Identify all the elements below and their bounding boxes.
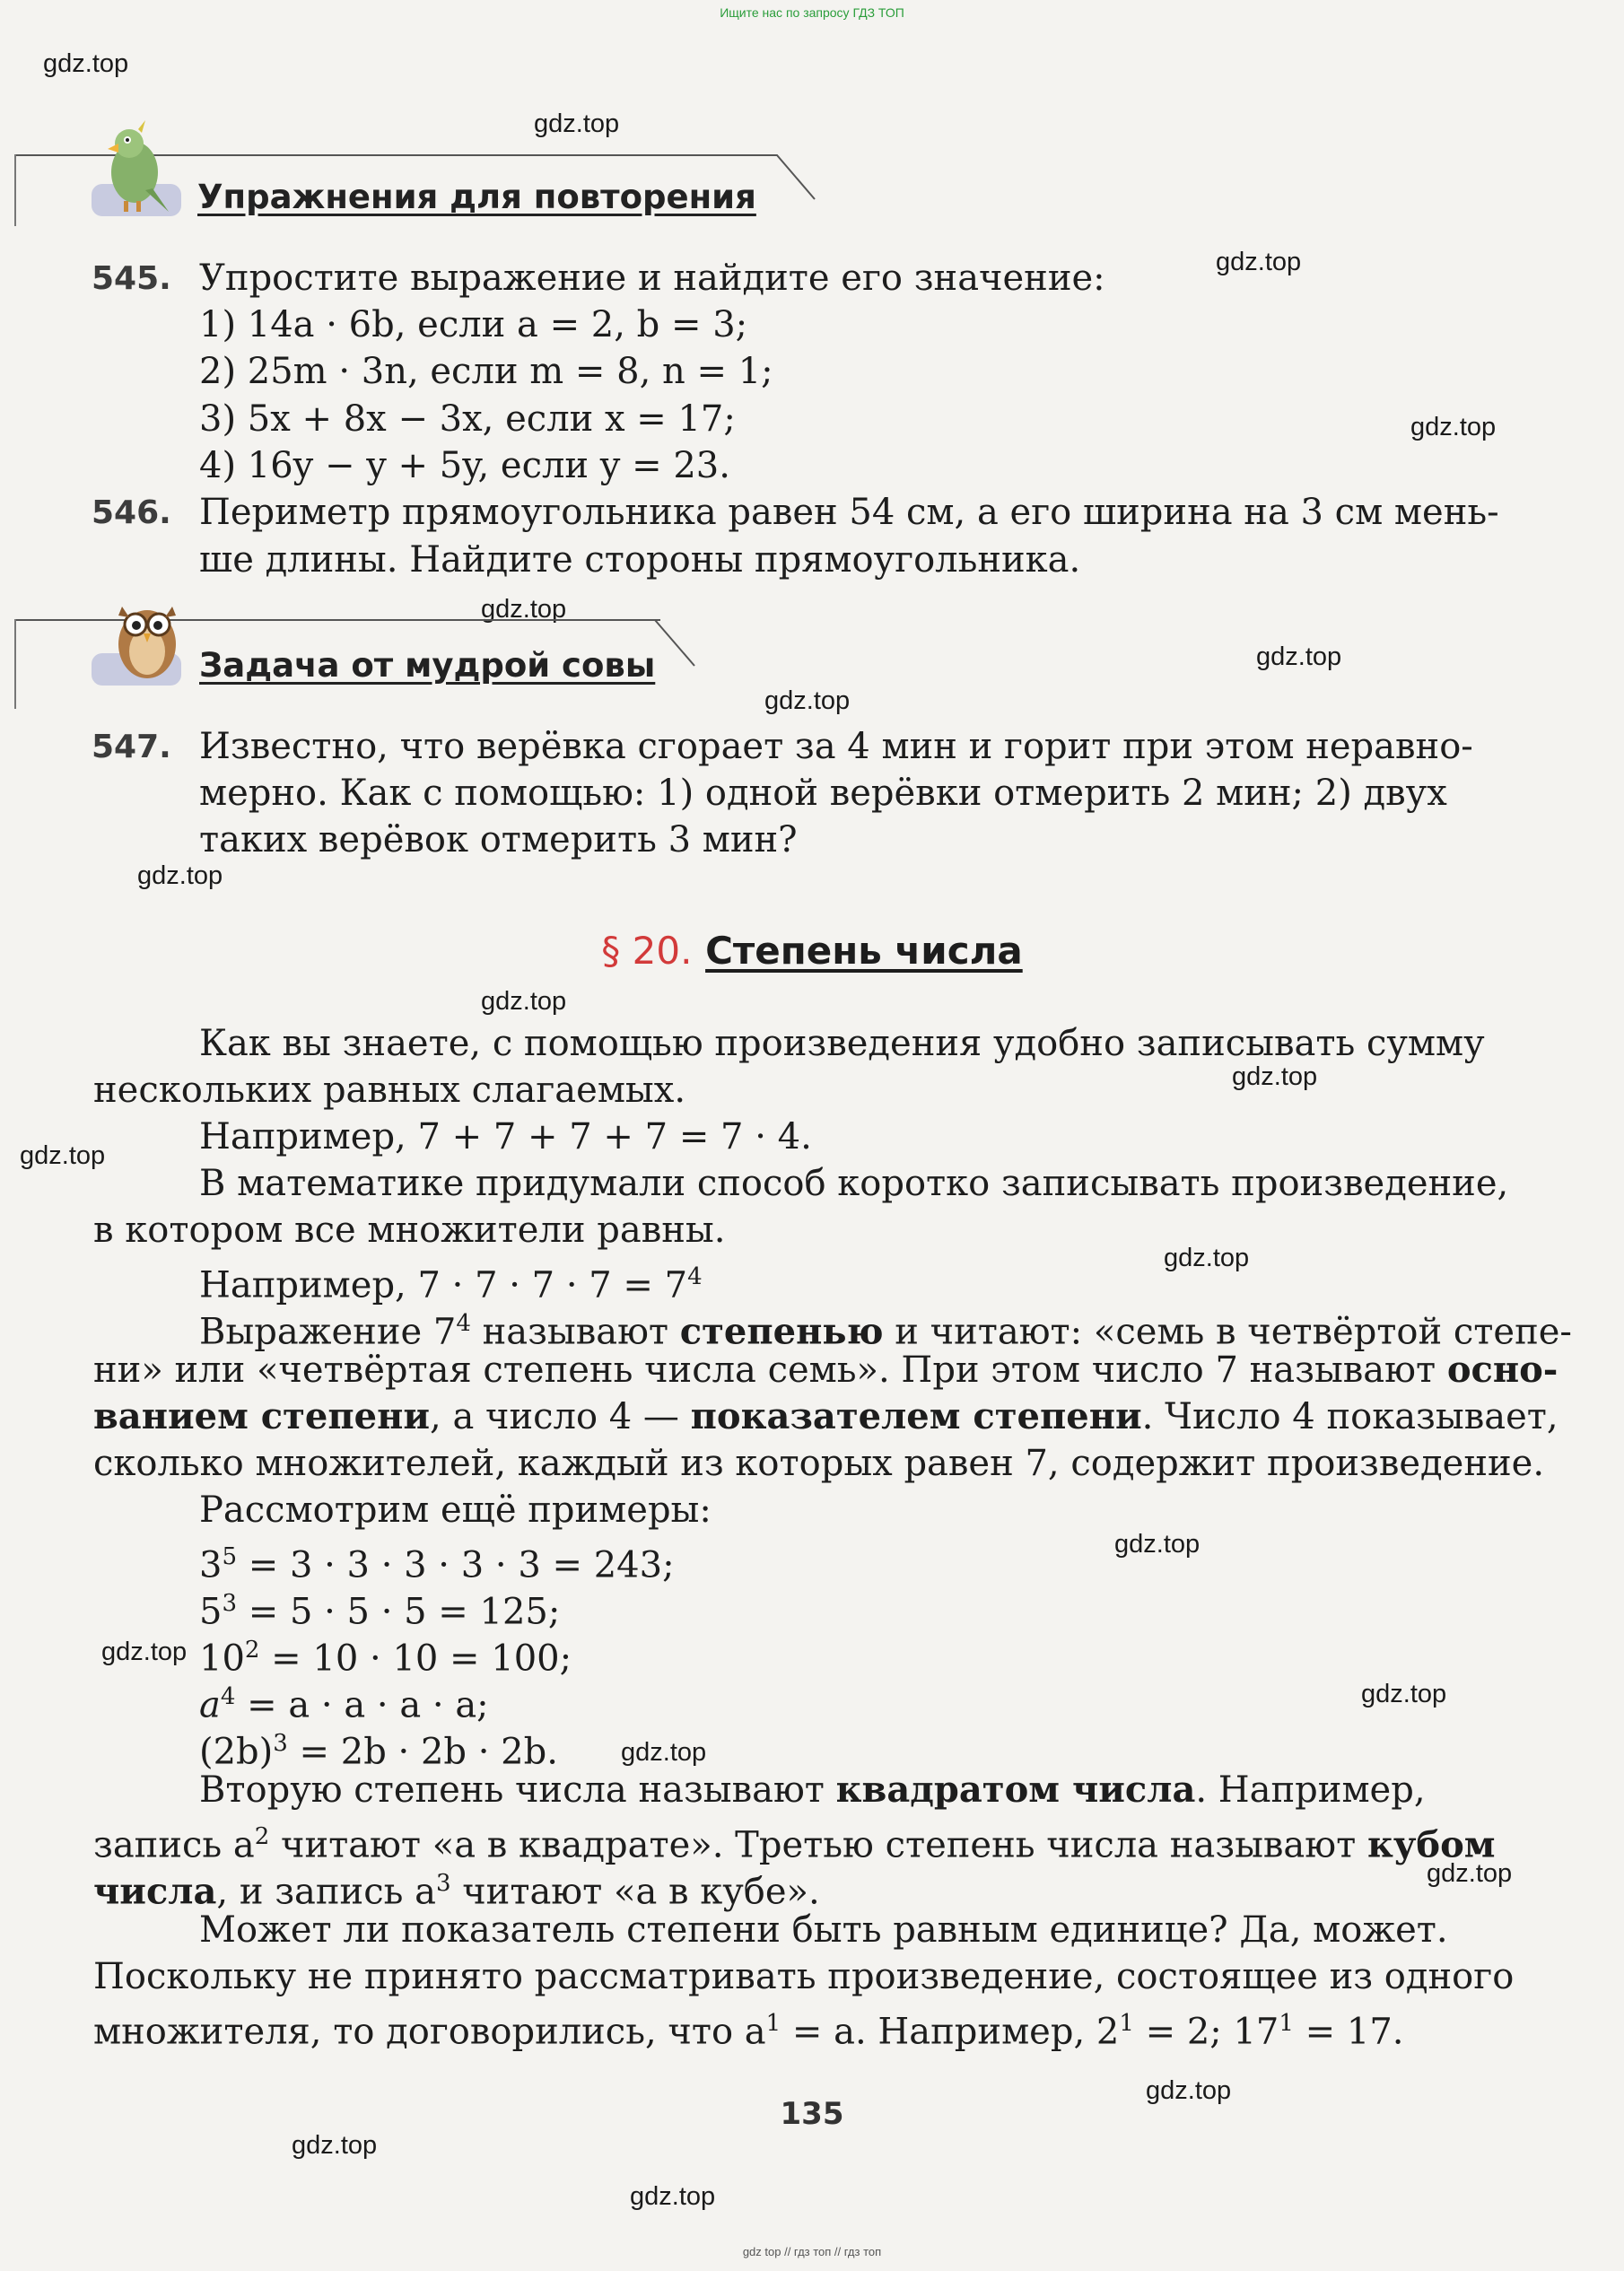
exponent: 4 [456, 1310, 471, 1337]
section-rule-corner [745, 154, 816, 217]
watermark: gdz.top [20, 1141, 106, 1170]
paragraph-title [0, 929, 1624, 973]
example-base: a [199, 1684, 221, 1726]
watermark: gdz.top [101, 1638, 188, 1666]
text: , а число 4 — [430, 1396, 691, 1437]
watermark: gdz.top [1256, 642, 1342, 671]
text: множителя, то договорились, что a [93, 2011, 766, 2053]
body-line: В математике придумали способ коротко записывать произведение, [199, 1163, 1509, 1204]
exercise-item: 4) 16y − y + 5y, если y = 23. [199, 445, 730, 486]
watermark: gdz.top [1361, 1680, 1447, 1708]
exponent: 1 [1279, 2010, 1294, 2037]
body-line: нескольких равных слагаемых. [93, 1070, 686, 1111]
term-bold: числа [93, 1870, 217, 1913]
exponent: 4 [687, 1263, 703, 1290]
watermark: gdz.top [481, 595, 567, 624]
text: = a. Например, 2 [781, 2011, 1120, 2053]
body-line: Может ли показатель степени быть равным единице? Да, может. [199, 1909, 1448, 1951]
watermark: gdz.top [534, 109, 620, 138]
text: = 2; 17 [1133, 2011, 1279, 2053]
exercise-item: 3) 5x + 8x − 3x, если x = 17; [199, 398, 736, 440]
watermark: gdz.top [1410, 413, 1497, 441]
watermark: gdz.top [1427, 1859, 1513, 1888]
exercise-number: 547. [92, 729, 171, 765]
owl-icon [106, 592, 188, 682]
text: читают «a в кубе». [450, 1871, 820, 1913]
section-title-owl: Задача от мудрой совы [199, 646, 656, 685]
text: читают «a в квадрате». Третью степень числа называют [269, 1824, 1367, 1866]
body-line: Поскольку не принято рассматривать произведение, состоящее из одного [93, 1956, 1515, 1997]
section-rule [14, 154, 16, 226]
exercise-text: таких верёвок отмерить 3 мин? [199, 819, 798, 860]
example-rest: = 3 · 3 · 3 · 3 · 3 = 243; [237, 1544, 675, 1586]
term-bold: квадратом числа [835, 1769, 1196, 1811]
watermark: gdz.top [1216, 248, 1302, 276]
exponent: 1 [765, 2010, 781, 2037]
body-line [93, 2000, 1403, 2055]
text: и читают: «семь в четвёртой степе- [883, 1311, 1572, 1353]
exercise-text: мерно. Как с помощью: 1) одной верёвки отмерить 2 мин; 2) двух [199, 773, 1447, 814]
watermark: gdz.top [43, 49, 129, 78]
example-rest: = a · a · a · a; [235, 1684, 489, 1726]
watermark: gdz.top [621, 1738, 707, 1767]
term-bold: показателем степени [690, 1395, 1142, 1437]
page-number: 135 [780, 2096, 844, 2132]
text: Выражение 7 [199, 1311, 457, 1353]
body-line [93, 1347, 1558, 1393]
term-bold: осно- [1446, 1349, 1559, 1391]
watermark: gdz.top [1114, 1530, 1201, 1559]
watermark: gdz.top [481, 987, 567, 1016]
term-bold: кубом [1366, 1823, 1496, 1866]
parrot-icon [83, 118, 181, 217]
body-line: в котором все множители равны. [93, 1210, 726, 1251]
section-rule [14, 619, 16, 709]
example-base: 10 [199, 1638, 245, 1680]
example-base: 3 [199, 1544, 223, 1586]
exercise-item: 2) 25m · 3n, если m = 8, n = 1; [199, 351, 773, 392]
text: Вторую степень числа называют [199, 1769, 836, 1811]
exercise-text: Периметр прямоугольника равен 54 см, а его ширина на 3 см мень- [199, 492, 1499, 533]
body-line: Рассмотрим ещё примеры: [199, 1489, 712, 1531]
exercise-number: 546. [92, 494, 171, 531]
exercise-text: Упростите выражение и найдите его значение: [199, 258, 1105, 299]
exponent: 3 [273, 1730, 288, 1757]
body-line: сколько множителей, каждый из которых равен 7, содержит произведение. [93, 1443, 1545, 1484]
section-title-repeat: Упражнения для повторения [197, 178, 756, 216]
header-note[interactable]: Ищите нас по запросу ГДЗ ТОП [720, 5, 904, 20]
exercise-number: 545. [92, 260, 171, 297]
exponent: 3 [435, 1870, 451, 1897]
footer-note[interactable]: gdz top // гдз топ // гдз топ [742, 2245, 882, 2258]
text: называют [470, 1311, 680, 1353]
exercise-item: 1) 14a · 6b, если a = 2, b = 3; [199, 304, 748, 345]
exponent: 2 [254, 1823, 270, 1850]
exponent: 5 [222, 1543, 237, 1570]
text: . Например, [1195, 1769, 1426, 1811]
exercise-text: ше длины. Найдите стороны прямоугольника. [199, 539, 1081, 581]
text: . Число 4 показывает, [1141, 1396, 1559, 1437]
exercise-text: Известно, что верёвка сгорает за 4 мин и горит при этом неравно- [199, 726, 1473, 767]
body-line: Например, 7 + 7 + 7 + 7 = 7 · 4. [199, 1116, 812, 1157]
text: = 17. [1293, 2011, 1404, 2053]
exponent: 3 [222, 1590, 237, 1617]
example-rest: = 2b · 2b · 2b. [287, 1731, 558, 1773]
text: ни» или «четвёртая степень числа семь». При этом число 7 называют [93, 1349, 1447, 1391]
text: запись a [93, 1824, 255, 1866]
watermark: gdz.top [1232, 1062, 1318, 1091]
text: Например, 7 · 7 · 7 · 7 = 7 [199, 1264, 688, 1306]
exponent: 2 [244, 1637, 260, 1664]
example-base: (2b) [199, 1731, 274, 1773]
watermark: gdz.top [630, 2182, 716, 2211]
section-rule-corner [628, 619, 700, 682]
text: , и запись a [216, 1871, 436, 1913]
watermark: gdz.top [764, 686, 851, 715]
body-line [199, 1767, 1426, 1813]
example-rest: = 5 · 5 · 5 = 125; [237, 1591, 561, 1633]
example-rest: = 10 · 10 = 100; [259, 1638, 572, 1680]
body-line [93, 1393, 1559, 1440]
watermark: gdz.top [137, 861, 223, 890]
watermark: gdz.top [1164, 1244, 1250, 1272]
term-bold: ванием степени [93, 1395, 431, 1437]
watermark: gdz.top [1146, 2076, 1232, 2105]
exponent: 4 [220, 1683, 236, 1710]
term-bold: степенью [679, 1310, 884, 1353]
paragraph-heading: Степень числа [705, 929, 1023, 973]
example-base: 5 [199, 1591, 223, 1633]
exponent: 1 [1119, 2010, 1134, 2037]
watermark: gdz.top [292, 2131, 378, 2160]
paragraph-number: § 20. [601, 929, 693, 973]
body-line: Как вы знаете, с помощью произведения удобно записывать сумму [199, 1023, 1485, 1064]
